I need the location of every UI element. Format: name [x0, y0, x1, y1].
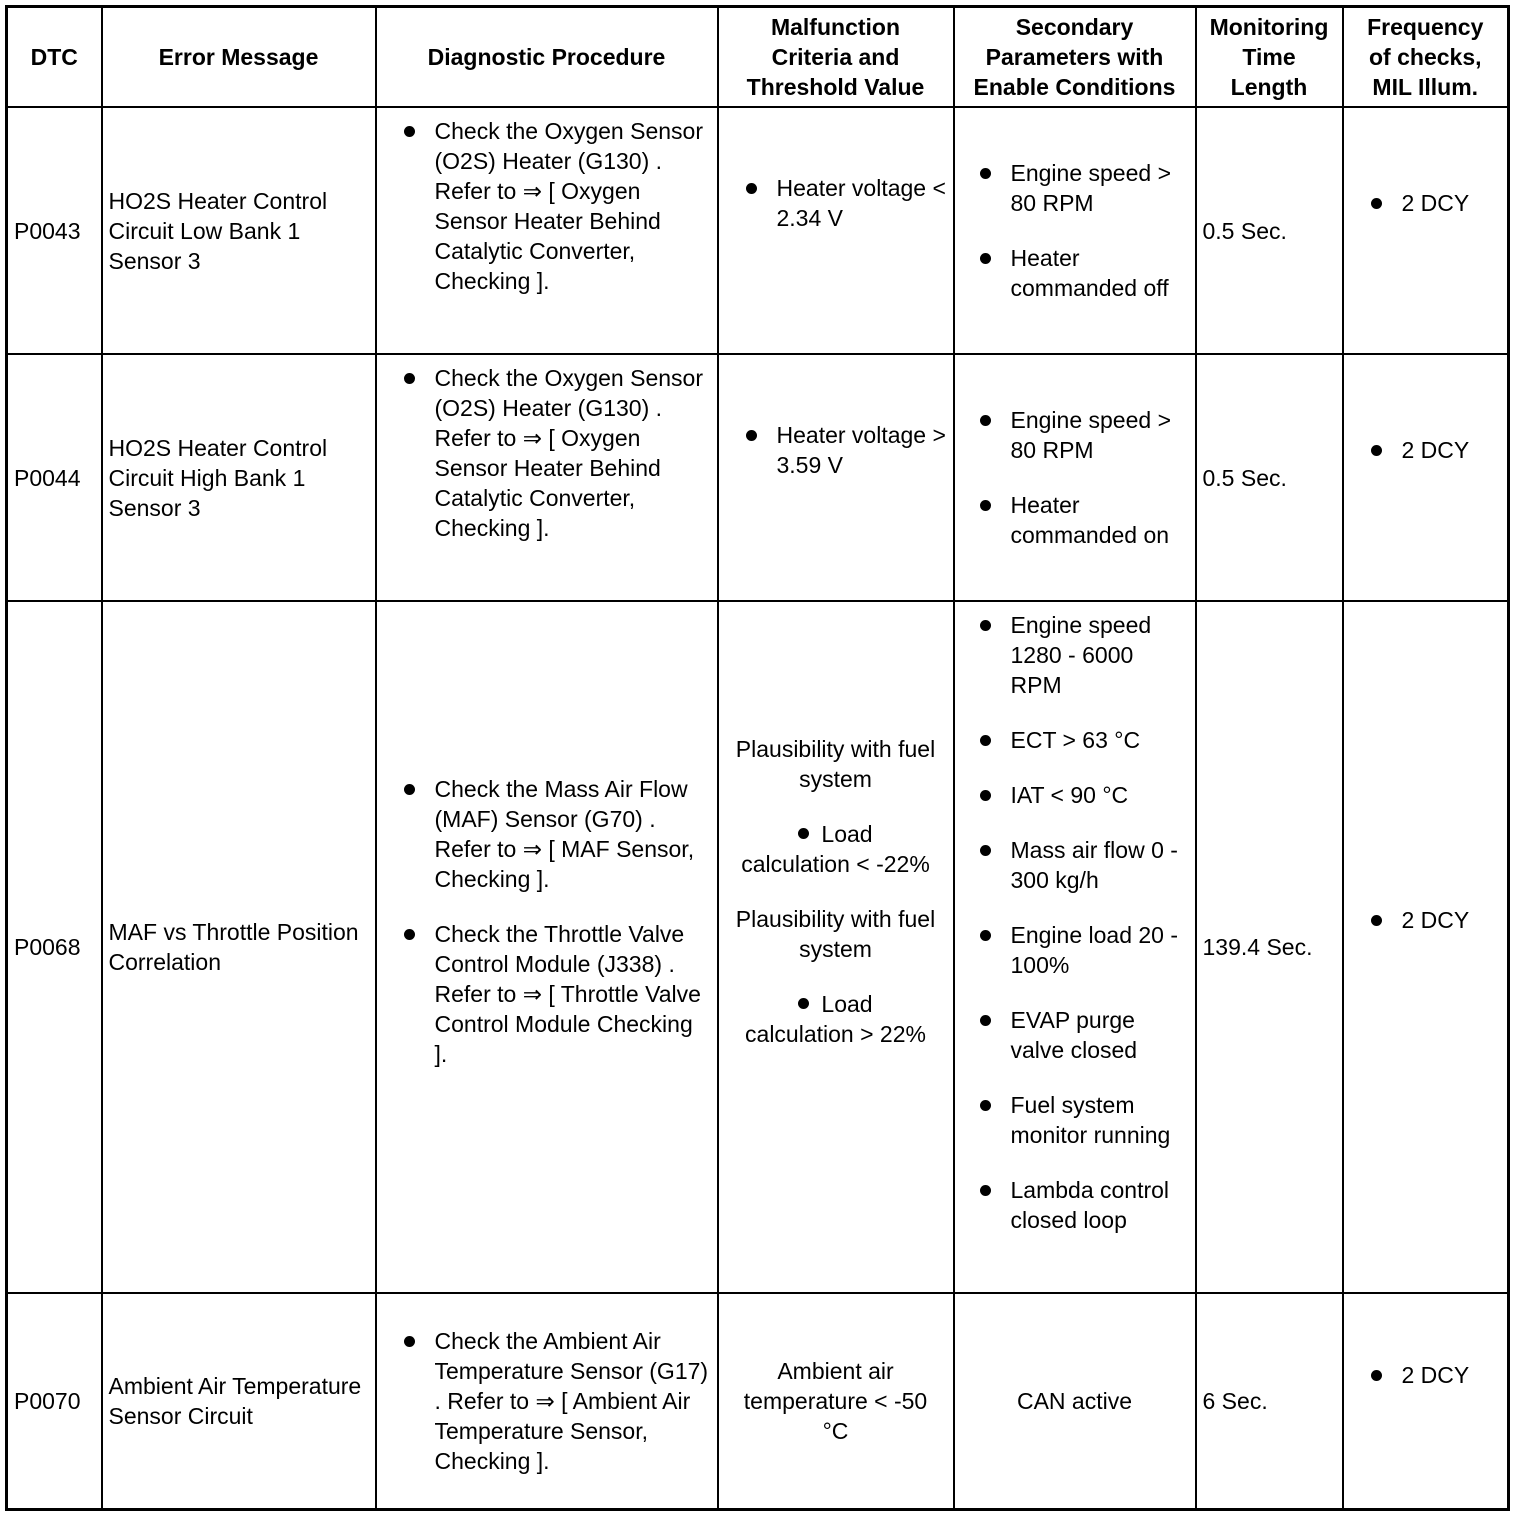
monitoring-time: 0.5 Sec. [1196, 354, 1343, 601]
criteria-item: Load calculation < -22% [741, 821, 930, 877]
malfunction-criteria [718, 601, 954, 1293]
frequency [1343, 107, 1509, 354]
secondary-item: Fuel system monitor running [977, 1090, 1189, 1150]
dtc-code: P0068 [7, 601, 102, 1293]
malfunction-criteria: Ambient air temperature < -50 °C [718, 1293, 954, 1509]
dtc-code: P0043 [7, 107, 102, 354]
monitoring-time: 139.4 Sec. [1196, 601, 1343, 1293]
monitoring-time: 0.5 Sec. [1196, 107, 1343, 354]
header-monitoring-time: Monitoring Time Length [1196, 7, 1343, 108]
secondary-item: Heater commanded off [977, 243, 1189, 303]
dtc-table [5, 5, 1510, 1511]
diagnostic-procedure [376, 354, 718, 601]
dtc-code: P0070 [7, 1293, 102, 1509]
secondary-item: Engine speed 1280 - 6000 RPM [977, 610, 1189, 700]
criteria-item: Heater voltage > 3.59 V [743, 420, 947, 480]
frequency-item: 2 DCY [1368, 905, 1502, 935]
header-malfunction-criteria: Malfunction Criteria and Threshold Value [718, 7, 954, 108]
frequency [1343, 601, 1509, 1293]
header-secondary-parameters: Secondary Parameters with Enable Conditions [954, 7, 1196, 108]
procedure-item: Check the Throttle Valve Control Module (J338) . Refer to ⇒ [ Throttle Valve Control Module Checking ]. [401, 919, 711, 1069]
secondary-item: IAT < 90 °C [977, 780, 1189, 810]
header-error-message: Error Message [102, 7, 376, 108]
secondary-item: Engine load 20 - 100% [977, 920, 1189, 980]
header-dtc: DTC [7, 7, 102, 108]
secondary-item: EVAP purge valve closed [977, 1005, 1189, 1065]
procedure-item: Check the Oxygen Sensor (O2S) Heater (G130) . Refer to ⇒ [ Oxygen Sensor Heater Behind Catalytic Converter, Checking ]. [401, 116, 711, 296]
error-message: HO2S Heater Control Circuit High Bank 1 Sensor 3 [102, 354, 376, 601]
table-row [7, 354, 1509, 601]
header-diagnostic-procedure: Diagnostic Procedure [376, 7, 718, 108]
secondary-item: Heater commanded on [977, 490, 1189, 550]
frequency-item: 2 DCY [1368, 435, 1502, 465]
table-row [7, 601, 1509, 1293]
secondary-item: ECT > 63 °C [977, 725, 1189, 755]
header-row [7, 7, 1509, 108]
criteria-heading: Plausibility with fuel system [735, 906, 936, 962]
malfunction-criteria [718, 354, 954, 601]
secondary-item: Engine speed > 80 RPM [977, 405, 1189, 465]
table-row [7, 1293, 1509, 1509]
error-message: HO2S Heater Control Circuit Low Bank 1 Sensor 3 [102, 107, 376, 354]
secondary-parameters: CAN active [954, 1293, 1196, 1509]
criteria-heading: Plausibility with fuel system [735, 736, 936, 792]
diagnostic-procedure [376, 1293, 718, 1509]
error-message: MAF vs Throttle Position Correlation [102, 601, 376, 1293]
procedure-item: Check the Ambient Air Temperature Sensor (G17) . Refer to ⇒ [ Ambient Air Temperature Sensor, Checking ]. [401, 1326, 711, 1476]
dtc-code: P0044 [7, 354, 102, 601]
frequency [1343, 354, 1509, 601]
criteria-item: Load calculation > 22% [745, 991, 926, 1047]
criteria-block [725, 734, 947, 1049]
error-message: Ambient Air Temperature Sensor Circuit [102, 1293, 376, 1509]
dtc-table-page [5, 5, 1510, 1511]
criteria-item: Heater voltage < 2.34 V [743, 173, 947, 233]
frequency-item: 2 DCY [1368, 188, 1502, 218]
secondary-item: Engine speed > 80 RPM [977, 158, 1189, 218]
diagnostic-procedure [376, 107, 718, 354]
diagnostic-procedure [376, 601, 718, 1293]
procedure-item: Check the Oxygen Sensor (O2S) Heater (G130) . Refer to ⇒ [ Oxygen Sensor Heater Behind Catalytic Converter, Checking ]. [401, 363, 711, 543]
malfunction-criteria [718, 107, 954, 354]
secondary-parameters [954, 601, 1196, 1293]
secondary-item: Mass air flow 0 - 300 kg/h [977, 835, 1189, 895]
frequency [1343, 1293, 1509, 1509]
header-frequency: Frequency of checks, MIL Illum. [1343, 7, 1509, 108]
procedure-item: Check the Mass Air Flow (MAF) Sensor (G70) . Refer to ⇒ [ MAF Sensor, Checking ]. [401, 774, 711, 894]
secondary-parameters [954, 107, 1196, 354]
table-row [7, 107, 1509, 354]
monitoring-time: 6 Sec. [1196, 1293, 1343, 1509]
frequency-item: 2 DCY [1368, 1360, 1502, 1390]
secondary-item: Lambda control closed loop [977, 1175, 1189, 1235]
secondary-parameters [954, 354, 1196, 601]
